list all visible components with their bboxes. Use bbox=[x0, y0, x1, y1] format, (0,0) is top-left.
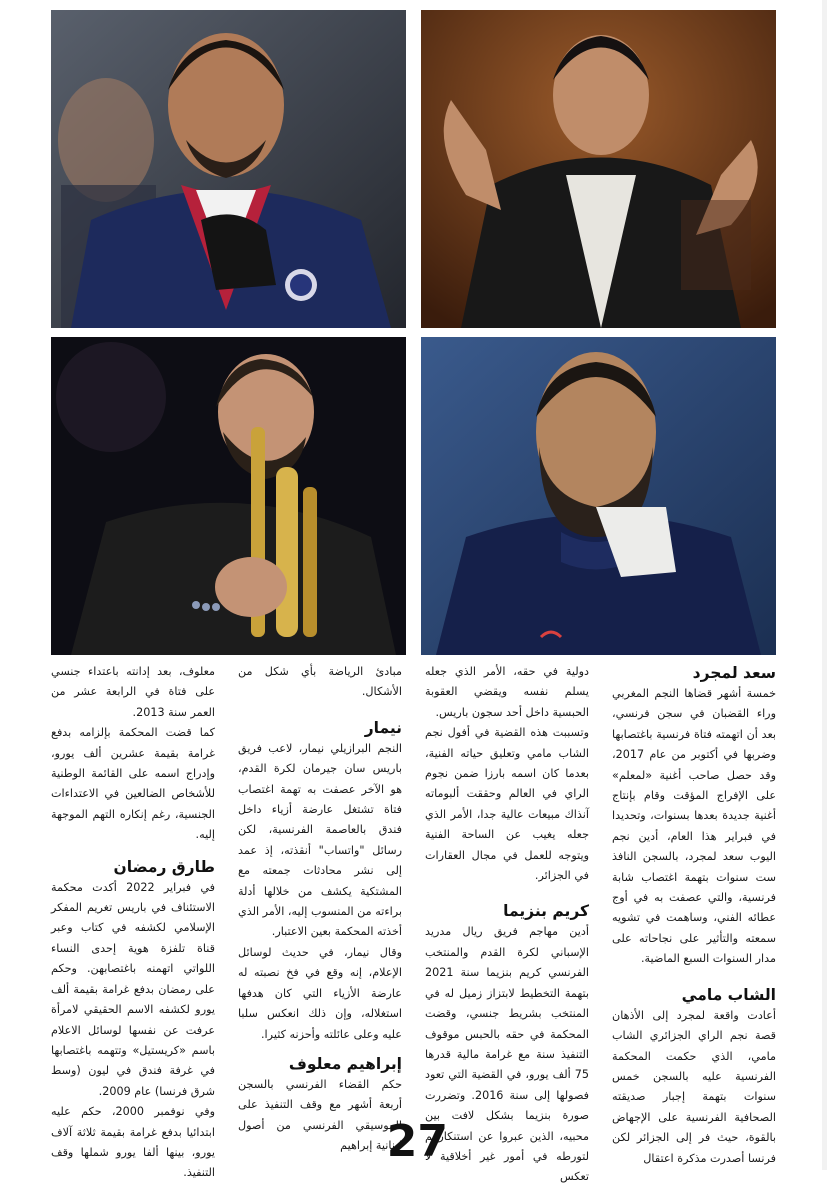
paragraph: أدين مهاجم فريق ريال مدريد الإسباني لكرة القدم والمنتخب الفرنسي كريم بنزيما سنة 2021 بتهمة التخطيط لابتزاز زميل له في المنتخب بشريط جنسي، وقضت المحكمة في حقه بالحبس موقوف التنفيذ سنة مع غرامة مالية قدرها 75 ألف يورو، في القضية التي تعود فصولها إلى سنة 2016. وتضررت صورة بنزيما بشكل لافت بين محبيه، الذين عبروا عن استنكارهم لتورطه في أمور غير أخلاقية لا تعكس bbox=[425, 925, 589, 1184]
article-column-3 bbox=[238, 662, 402, 1157]
ibrahim-maalouf-photo bbox=[51, 337, 406, 655]
article-column-4 bbox=[51, 662, 215, 1184]
paragraph: دولية في حقه، الأمر الذي جعله يسلم نفسه ويقضي العقوبة الحبسية داخل أحد سجون باريس. bbox=[425, 665, 589, 719]
paragraph: وقال نيمار، في حديث لوسائل الإعلام، إنه وقع في فخ نصبته له عارضة الأزياء التي كان هدفها استغلاله، وإن ذلك انعكس سلبا عليه وعلى عائلته وأحزنه كثيرا. bbox=[238, 945, 402, 1041]
heading-neymar: نيمار bbox=[364, 718, 402, 737]
heading-ibrahim-maalouf: إبراهيم معلوف bbox=[288, 1054, 402, 1073]
saad-lamjarred-photo bbox=[421, 10, 776, 328]
article-column-2 bbox=[425, 662, 589, 1188]
paragraph: حكم القضاء الفرنسي بالسجن أربعة أشهر مع وقف التنفيذ على الموسيقي الفرنسي من أصول لبنانية إبراهيم bbox=[238, 1077, 402, 1153]
heading-karim-benzema: كريم بنزيما bbox=[503, 902, 589, 921]
heading-tariq-ramadan: طارق رمضان bbox=[113, 857, 215, 876]
paragraph: النجم البرازيلي نيمار، لاعب فريق باريس سان جيرمان لكرة القدم، هو الآخر عصفت به تهمة اغتصاب فتاة تشتغل عارضة أزياء داخل فندق بالعاصمة الفرنسية، لكن رسائل "واتساب" أنقذته، إذ عمد إلى نشر محادثات جمعته مع المشتكية يكشف من خلالها أدلة براءته من المنسوب إليه، الأمر الذي أخذته المحكمة بعين الاعتبار. bbox=[237, 741, 402, 939]
paragraph: وتسببت هذه القضية في أفول نجم الشاب مامي وتعليق حياته الفنية، بعدما كان اسمه بارزا ضمن نجوم الراي في العالم وحققت ألبوماته آنذاك مبيعات عالية جدا، الأمر الذي جعله يغيب عن الساحة الفنية ويتوجه للعمل في مجال العقارات في الجزائر. bbox=[425, 726, 589, 883]
paragraph: خمسة أشهر قضاها النجم المغربي وراء القضبان في سجن فرنسي، بعد أن اتهمته فتاة فرنسية باغتصابها وضربها في أكتوبر من عام 2017، وقد حصل صاحب أغنية «لمعلم» على الإفراج المؤقت وقام بإنتاج أغنية جديدة بعدها بسنوات، وتحديدا في فبراير هذا العام، أدين نجم اليوب سعد لمجرد، بالسجن النافذ ست سنوات بتهمة اغتصاب شابة فرنسية، والتي عصفت به في أوج عطائه الفني، وساهمت في تشويه سمعته والتأثير على نجاحاته على مدار السنوات السبع الماضية. bbox=[612, 687, 776, 966]
page-edge bbox=[822, 0, 827, 1170]
paragraph: مبادئ الرياضة بأي شكل من الأشكال. bbox=[238, 665, 402, 699]
paragraph: كما قضت المحكمة بإلزامه بدفع غرامة بقيمة عشرين ألف يورو، وإدراج اسمه على القائمة الوطنية للأشخاص الضالعين في الاعتداءات الجنسية، رغم إنكاره التهم الموجهة إليه. bbox=[51, 726, 215, 842]
heading-saad-lamjarred: سعد لمجرد bbox=[692, 664, 776, 682]
article-column-1 bbox=[612, 662, 776, 1169]
neymar-photo bbox=[51, 10, 406, 328]
paragraph: وفي نوفمبر 2000، حكم عليه ابتدائيا بدفع غرامة بقيمة ثلاثة آلاف يورو، بينها ألفا يورو شملها وقف التنفيذ. bbox=[51, 1105, 215, 1180]
paragraph: أعادت واقعة لمجرد إلى الأذهان قصة نجم الراي الجزائري الشاب مامي، الذي حكمت المحكمة الفرنسية عليه بالسجن خمس سنوات بتهمة إجبار صديقته الصحافية الفرنسية على الإجهاض بالقوة، حيث فر إلى الجزائر لكن فرنسا أصدرت مذكرة اعتقال bbox=[612, 1008, 776, 1165]
page-number: 27 bbox=[386, 1116, 448, 1167]
paragraph: معلوف، بعد إدانته باعتداء جنسي على فتاة في الرابعة عشر من العمر سنة 2013. bbox=[51, 665, 215, 719]
heading-cheb-mami: الشاب مامي bbox=[681, 985, 776, 1004]
karim-benzema-photo bbox=[421, 337, 776, 655]
paragraph: في فبراير 2022 أكدت محكمة الاستئناف في باريس تغريم المفكر الإسلامي لكشفه في كتاب وعبر قناة تلفزة هوية إحدى النساء اللواتي اتهمنه باغتصابهن. وحكم على رمضان بدفع غرامة بقيمة ألف يورو لكشفه الاسم الحقيقي لامرأة عرفت عن نفسها لوسائل الاعلام باسم «كريستيل» وتتهمه باغتصابها في غرفة فندق في ليون (وسط شرق فرنسا) عام 2009. bbox=[51, 880, 215, 1098]
